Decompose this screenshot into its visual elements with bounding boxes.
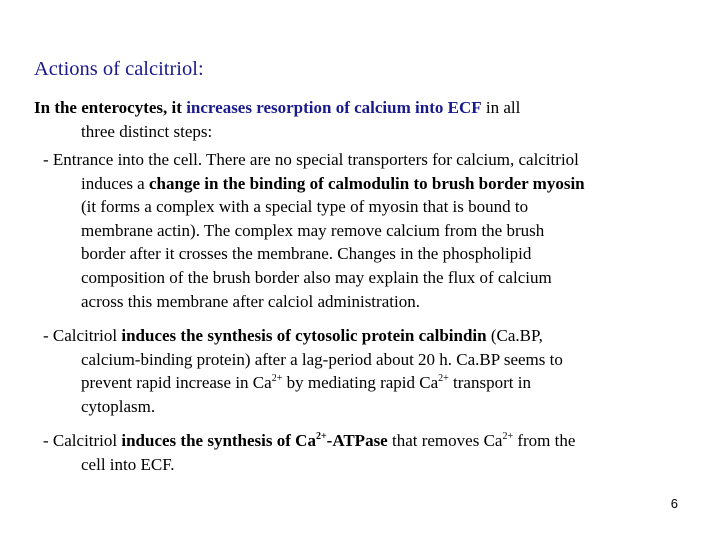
text-run: cell into ECF. (81, 454, 175, 474)
intro-paragraph (34, 96, 674, 143)
step-calbindin (43, 324, 703, 418)
intro-line-1 (34, 96, 674, 120)
superscript: 2+ (438, 373, 449, 385)
text-run: (it forms a complex with a special type of myosin that is bound to (81, 197, 529, 217)
intro-lead: In the enterocytes, it (34, 98, 187, 117)
slide-title: Actions of calcitriol: (34, 58, 204, 80)
text-run: (Ca.BP, (486, 326, 543, 345)
text-run: transport in (448, 373, 531, 393)
superscript: 2+ (502, 431, 514, 442)
step-line (43, 148, 703, 172)
text-run: by mediating rapid Ca (282, 373, 439, 393)
step-line (43, 195, 703, 219)
text-run: induces a (81, 173, 149, 193)
step-entrance (43, 148, 703, 313)
superscript: 2+ (271, 373, 283, 385)
step-line (43, 371, 703, 395)
bold-run: induces the synthesis of Ca (121, 431, 316, 450)
step-line (43, 453, 703, 477)
text-run: that removes Ca (387, 431, 503, 450)
superscript: 2+ (315, 431, 327, 442)
step-line (43, 242, 703, 266)
step-line (43, 324, 703, 348)
step-line (43, 290, 703, 314)
text-run: - Entrance into the cell. There are no special transporters for calcium, calcitriol (43, 150, 579, 169)
step-line (43, 348, 703, 372)
text-run: composition of the brush border also may explain the flux of calcium (81, 267, 552, 287)
intro-tail: in all (481, 98, 521, 117)
step-line (43, 266, 703, 290)
text-run: membrane actin). The complex may remove calcium from the brush (81, 220, 545, 240)
text-run: - Calcitriol (43, 431, 122, 450)
bold-run: -ATPase (326, 431, 388, 450)
intro-line-2: three distinct steps: (81, 121, 213, 141)
text-run: across this membrane after calciol administration. (81, 291, 420, 311)
text-run: border after it crosses the membrane. Changes in the phospholipid (81, 244, 532, 264)
bold-run: induces the synthesis of cytosolic protein calbindin (121, 326, 487, 345)
text-run: prevent rapid increase in Ca (81, 373, 272, 393)
step-atpase (43, 429, 703, 476)
bold-run: change in the binding of calmodulin to brush border myosin (148, 173, 585, 193)
text-run: calcium-binding protein) after a lag-period about 20 h. Ca.BP seems to (81, 349, 563, 369)
step-line (43, 429, 703, 453)
text-run: from the (513, 431, 576, 450)
text-run: - Calcitriol (43, 326, 122, 345)
step-line (43, 172, 703, 196)
step-line (43, 219, 703, 243)
step-line (43, 395, 703, 419)
text-run: cytoplasm. (81, 396, 156, 416)
page-number: 6 (670, 496, 678, 511)
intro-highlight: increases resorption of calcium into ECF (186, 98, 482, 117)
